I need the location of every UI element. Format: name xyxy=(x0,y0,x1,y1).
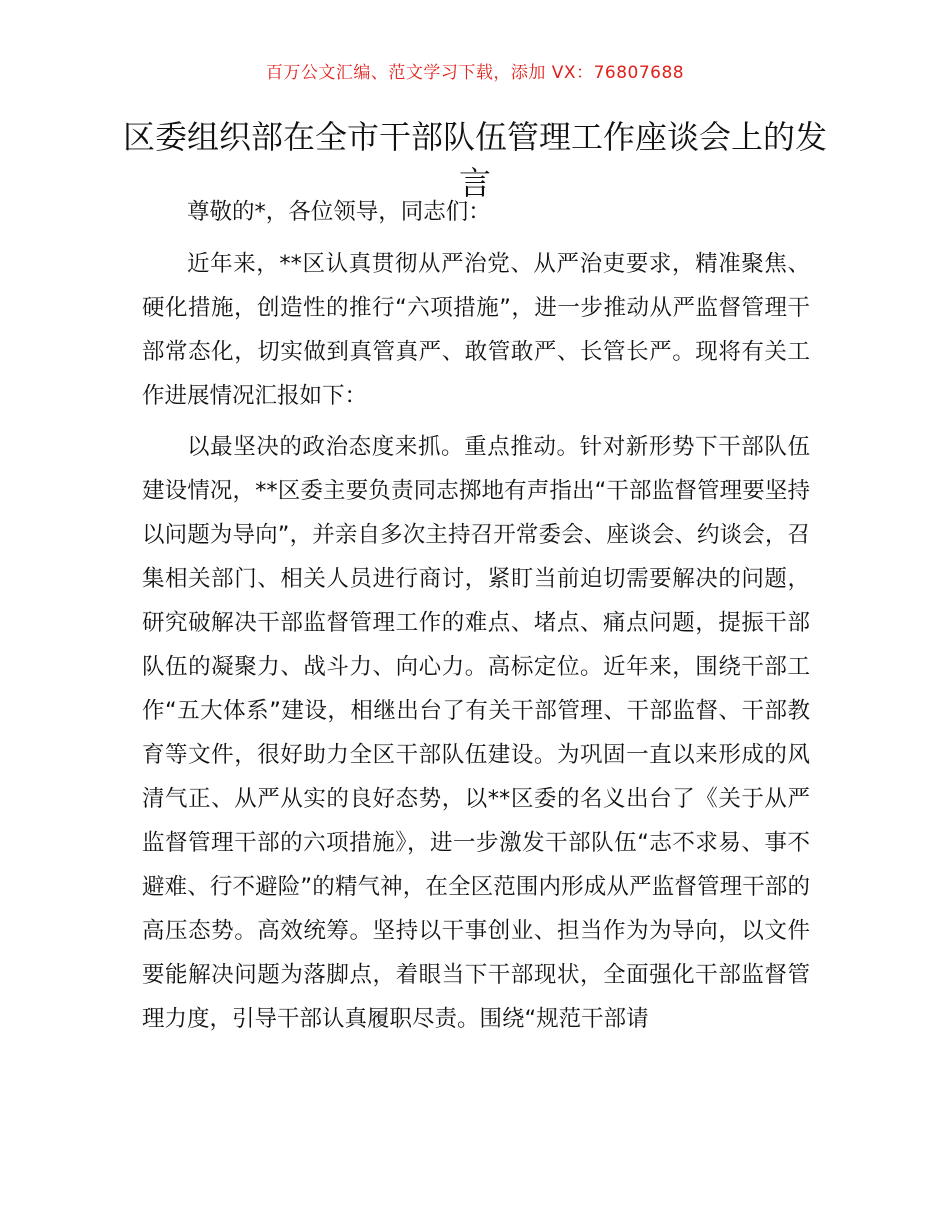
paragraph-intro: 近年来，**区认真贯彻从严治党、从严治吏要求，精准聚焦、硬化措施，创造性的推行“六项措施”，进一步推动从严监督管理干部常态化，切实做到真管真严、敢管敢严、长管长严。现将有关工作进展情况汇报如下： xyxy=(142,251,810,409)
header-contact-note: 百万公文汇编、范文学习下载，添加 VX：76807688 xyxy=(265,63,685,83)
paragraph-political-attitude: 以最坚决的政治态度来抓。重点推动。针对新形势下干部队伍建设情况，**区委主要负责同志掷地有声指出“干部监督管理要坚持以问题为导向”，并亲自多次主持召开常委会、座谈会、约谈会，召集相关部门、相关人员进行商讨，紧盯当前迫切需要解决的问题，研究破解决干部监督管理工作的难点、堵点、痛点问题，提振干部队伍的凝聚力、战斗力、向心力。高标定位。近年来，围绕干部工作“五大体系”建设，相继出台了有关干部管理、干部监督、干部教育等文件，很好助力全区干部队伍建设。为巩固一直以来形成的风清气正、从严从实的良好态势，以**区委的名义出台了《关于从严监督管理干部的六项措施》，进一步激发干部队伍“志不求易、事不避难、行不避险”的精气神，在全区范围内形成从严监督管理干部的高压态势。高效统筹。坚持以干事创业、担当作为为导向，以文件要能解决问题为落脚点，着眼当下干部现状，全面强化干部监督管理力度，引导干部认真履职尽责。围绕“规范干部请 xyxy=(142,434,810,1032)
document-title: 区委组织部在全市干部队伍管理工作座谈会上的发言 xyxy=(122,118,827,202)
document-body xyxy=(142,190,810,1041)
salutation: 尊敬的*，各位领导，同志们： xyxy=(187,199,491,225)
